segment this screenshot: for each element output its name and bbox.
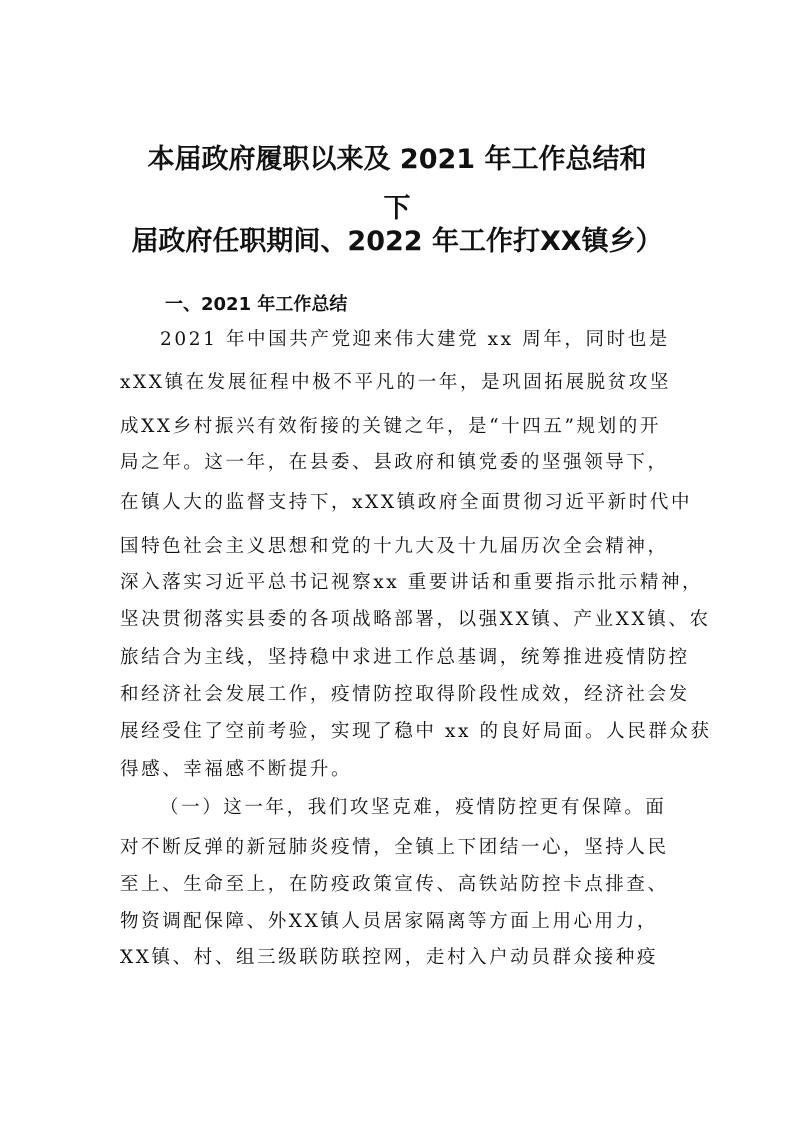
text-line: 国特色社会主义思想和党的十九大及十九届历次全会精神， [120, 536, 669, 557]
text-line: 深入落实习近平总书记视察xx 重要讲话和重要指示批示精神， [120, 572, 704, 593]
title-line-1: 本届政府履职以来及 2021 年工作总结和 [147, 144, 647, 175]
text-line: 展经受住了空前考验，实现了稳中 xx 的良好局面。人民群众获 [120, 721, 712, 742]
text-line: 成XX乡村振兴有效衔接的关键之年，是“十四五”规划的开 [120, 416, 661, 437]
text-line: 在镇人大的监督支持下，xXX镇政府全面贯彻习近平新时代中 [120, 492, 693, 513]
text-line: （一）这一年，我们攻坚克难，疫情防控更有保障。面 [160, 797, 667, 818]
text-line: 至上、生命至上，在防疫政策宣传、高铁站防控卡点排查、 [120, 874, 669, 895]
text-line: 物资调配保障、外XX镇人员居家隔离等方面上用心用力， [120, 911, 658, 932]
text-line: xXX镇在发展征程中极不平凡的一年，是巩固拓展脱贫攻坚 [120, 372, 671, 393]
text-line: 和经济社会发展工作，疫情防控取得阶段性成效，经济社会发 [120, 684, 690, 705]
text-line: 得感、幸福感不断提升。 [120, 759, 353, 780]
text-line: XX镇、村、组三级联防联控网，走村入户动员群众接种疫 [120, 947, 658, 968]
text-line: 局之年。这一年，在县委、县政府和镇党委的坚强领导下， [120, 452, 669, 473]
text-line: 2021 年中国共产党迎来伟大建党 xx 周年，同时也是 [160, 329, 670, 350]
text-line: 旅结合为主线，坚持稳中求进工作总基调，统筹推进疫情防控 [120, 647, 690, 668]
text-line: 坚决贯彻落实县委的各项战略部署，以强XX镇、产业XX镇、农 [120, 609, 711, 630]
title-line-2: 下 [383, 193, 411, 224]
text-line: 对不断反弹的新冠肺炎疫情，全镇上下团结一心，坚持人民 [120, 837, 669, 858]
section-heading: 一、2021 年工作总结 [165, 294, 348, 315]
title-line-3: 届政府任职期间、2022 年工作打XX镇乡） [131, 226, 663, 257]
